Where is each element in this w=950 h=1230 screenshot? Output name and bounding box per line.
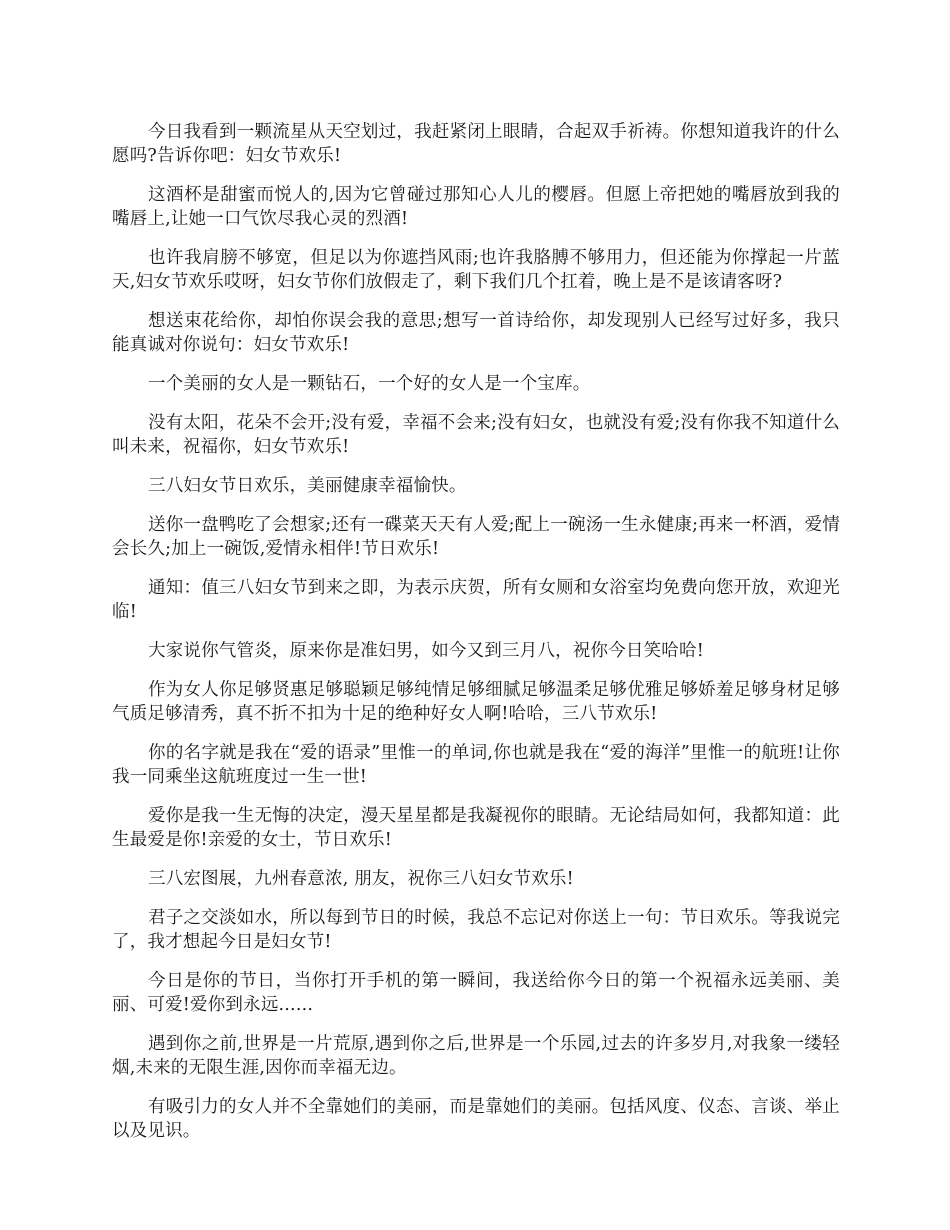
paragraph: 爱你是我一生无悔的决定，漫天星星都是我凝视你的眼睛。无论结局如何，我都知道：此生最爱是你!亲爱的女士，节日欢乐! — [112, 806, 840, 850]
paragraph: 这酒杯是甜蜜而悦人的,因为它曾碰过那知心人儿的樱唇。但愿上帝把她的嘴唇放到我的嘴唇上,让她一口气饮尽我心灵的烈酒! — [112, 185, 840, 229]
paragraph: 也许我肩膀不够宽，但足以为你遮挡风雨;也许我胳膊不够用力，但还能为你撑起一片蓝天,妇女节欢乐哎呀，妇女节你们放假走了，剩下我们几个扛着，晚上是不是该请客呀? — [112, 248, 840, 292]
paragraph: 你的名字就是我在“爱的语录”里惟一的单词,你也就是我在“爱的海洋”里惟一的航班!让你我一同乘坐这航班度过一生一世! — [112, 743, 840, 787]
paragraph: 大家说你气管炎，原来你是准妇男，如今又到三月八，祝你今日笑哈哈! — [148, 641, 704, 661]
paragraph: 送你一盘鸭吃了会想家;还有一碟菜天天有人爱;配上一碗汤一生永健康;再来一杯酒，爱情会长久;加上一碗饭,爱情永相伴!节日欢乐! — [112, 515, 840, 559]
paragraph: 通知：值三八妇女节到来之即，为表示庆贺，所有女厕和女浴室均免费向您开放，欢迎光临! — [112, 578, 840, 622]
paragraph: 遇到你之前,世界是一片荒原,遇到你之后,世界是一个乐园,过去的许多岁月,对我象一缕轻烟,未来的无限生涯,因你而幸福无边。 — [112, 1034, 840, 1078]
paragraph: 今日我看到一颗流星从天空划过，我赶紧闭上眼睛，合起双手祈祷。你想知道我许的什么愿吗?告诉你吧：妇女节欢乐! — [112, 122, 840, 166]
paragraph: 一个美丽的女人是一颗钻石，一个好的女人是一个宝库。 — [148, 374, 591, 394]
document-body — [112, 120, 840, 1158]
paragraph: 没有太阳，花朵不会开;没有爱，幸福不会来;没有妇女，也就没有爱;没有你我不知道什么叫未来，祝福你，妇女节欢乐! — [112, 413, 840, 457]
paragraph: 想送束花给你，却怕你误会我的意思;想写一首诗给你，却发现别人已经写过好多，我只能真诚对你说句：妇女节欢乐! — [112, 311, 840, 355]
paragraph: 君子之交淡如水，所以每到节日的时候，我总不忘记对你送上一句：节日欢乐。等我说完了，我才想起今日是妇女节! — [112, 908, 840, 952]
paragraph: 三八妇女节日欢乐，美丽健康幸福愉快。 — [148, 476, 467, 496]
paragraph: 作为女人你足够贤惠足够聪颖足够纯情足够细腻足够温柔足够优雅足够娇羞足够身材足够气质足够清秀，真不折不扣为十足的绝种好女人啊!哈哈，三八节欢乐! — [112, 680, 840, 724]
paragraph: 今日是你的节日，当你打开手机的第一瞬间，我送给你今日的第一个祝福永远美丽、美丽、可爱!爱你到永远...... — [112, 971, 840, 1015]
paragraph: 有吸引力的女人并不全靠她们的美丽，而是靠她们的美丽。包括风度、仪态、言谈、举止以及见识。 — [112, 1097, 840, 1141]
paragraph: 三八宏图展，九州春意浓, 朋友，祝你三八妇女节欢乐! — [148, 869, 574, 889]
